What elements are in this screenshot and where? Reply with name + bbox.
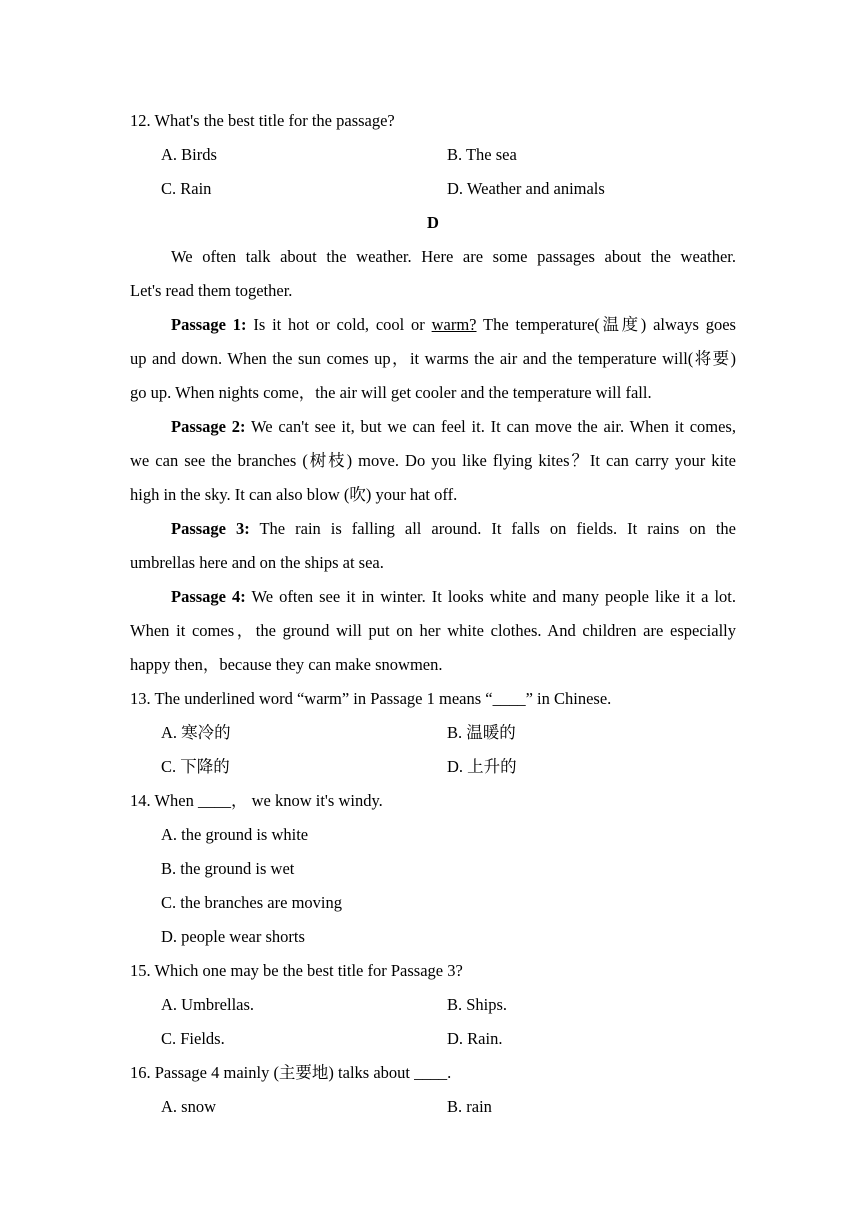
passage-4-text: We often see it in winter. It looks white and many people like it a lot. (245, 587, 736, 606)
q12-option-d: D. Weather and animals (447, 179, 605, 198)
passage-3-line-2: umbrellas here and on the ships at sea. (130, 553, 384, 572)
q12-option-c: C. Rain (161, 179, 212, 198)
section-heading: D (427, 213, 439, 232)
passage-2-text: We can't see it, but we can feel it. It can move the air. When it comes, (245, 417, 736, 436)
q14-option-c: C. the branches are moving (161, 893, 342, 912)
q13-option-b: B. 温暖的 (447, 723, 516, 742)
passage-3-label: Passage 3: (171, 519, 250, 538)
q15-stem: 15. Which one may be the best title for Passage 3? (130, 961, 463, 980)
passage-1-text-a: Is it hot or cold, cool or (246, 315, 432, 334)
q13-option-d: D. 上升的 (447, 757, 517, 776)
q13-stem: 13. The underlined word “warm” in Passage 1 means “____” in Chinese. (130, 689, 612, 708)
intro-line-1: We often talk about the weather. Here are some passages about the weather. (171, 247, 736, 266)
passage-4-line-1 (130, 580, 736, 614)
q14-option-d: D. people wear shorts (161, 927, 305, 946)
q12-option-a: A. Birds (161, 145, 217, 164)
passage-1-line-2: up and down. When the sun comes up，it warms the air and the temperature will(将要) (130, 349, 736, 368)
passage-1-line-1 (130, 308, 736, 342)
q16-stem: 16. Passage 4 mainly (主要地) talks about ____. (130, 1063, 452, 1082)
q15-option-d: D. Rain. (447, 1029, 503, 1048)
passage-4-line-3: happy then，because they can make snowmen. (130, 655, 443, 674)
passage-4-line-2: When it comes，the ground will put on her white clothes. And children are especially (130, 621, 736, 640)
q13-option-c: C. 下降的 (161, 757, 230, 776)
passage-2-line-2: we can see the branches (树枝) move. Do you like flying kites？It can carry your kite (130, 451, 736, 470)
passage-1-line-3: go up. When nights come，the air will get cooler and the temperature will fall. (130, 383, 652, 402)
q14-option-b: B. the ground is wet (161, 859, 295, 878)
passage-2-line-3: high in the sky. It can also blow (吹) your hat off. (130, 485, 458, 504)
passage-3-line-1 (130, 512, 736, 546)
passage-2-label: Passage 2: (171, 417, 246, 436)
q13-option-a: A. 寒冷的 (161, 723, 231, 742)
q15-option-c: C. Fields. (161, 1029, 225, 1048)
q12-stem: 12. What's the best title for the passage? (130, 111, 395, 130)
q16-option-a: A. snow (161, 1097, 217, 1116)
intro-line-2: Let's read them together. (130, 281, 293, 300)
q15-option-b: B. Ships. (447, 995, 508, 1014)
q15-option-a: A. Umbrellas. (161, 995, 255, 1014)
passage-3-text: The rain is falling all around. It falls on fields. It rains on the (249, 519, 736, 538)
q16-option-b: B. rain (447, 1097, 492, 1116)
passage-2-line-1 (130, 410, 736, 444)
passage-1-label: Passage 1: (171, 315, 247, 334)
q14-stem: 14. When ____， we know it's windy. (130, 791, 383, 810)
passage-4-label: Passage 4: (171, 587, 246, 606)
q14-option-a: A. the ground is white (161, 825, 309, 844)
passage-1-text-b: The temperature(温度) always goes (476, 315, 736, 334)
q12-option-b: B. The sea (447, 145, 517, 164)
underlined-word-warm: warm? (431, 315, 477, 334)
